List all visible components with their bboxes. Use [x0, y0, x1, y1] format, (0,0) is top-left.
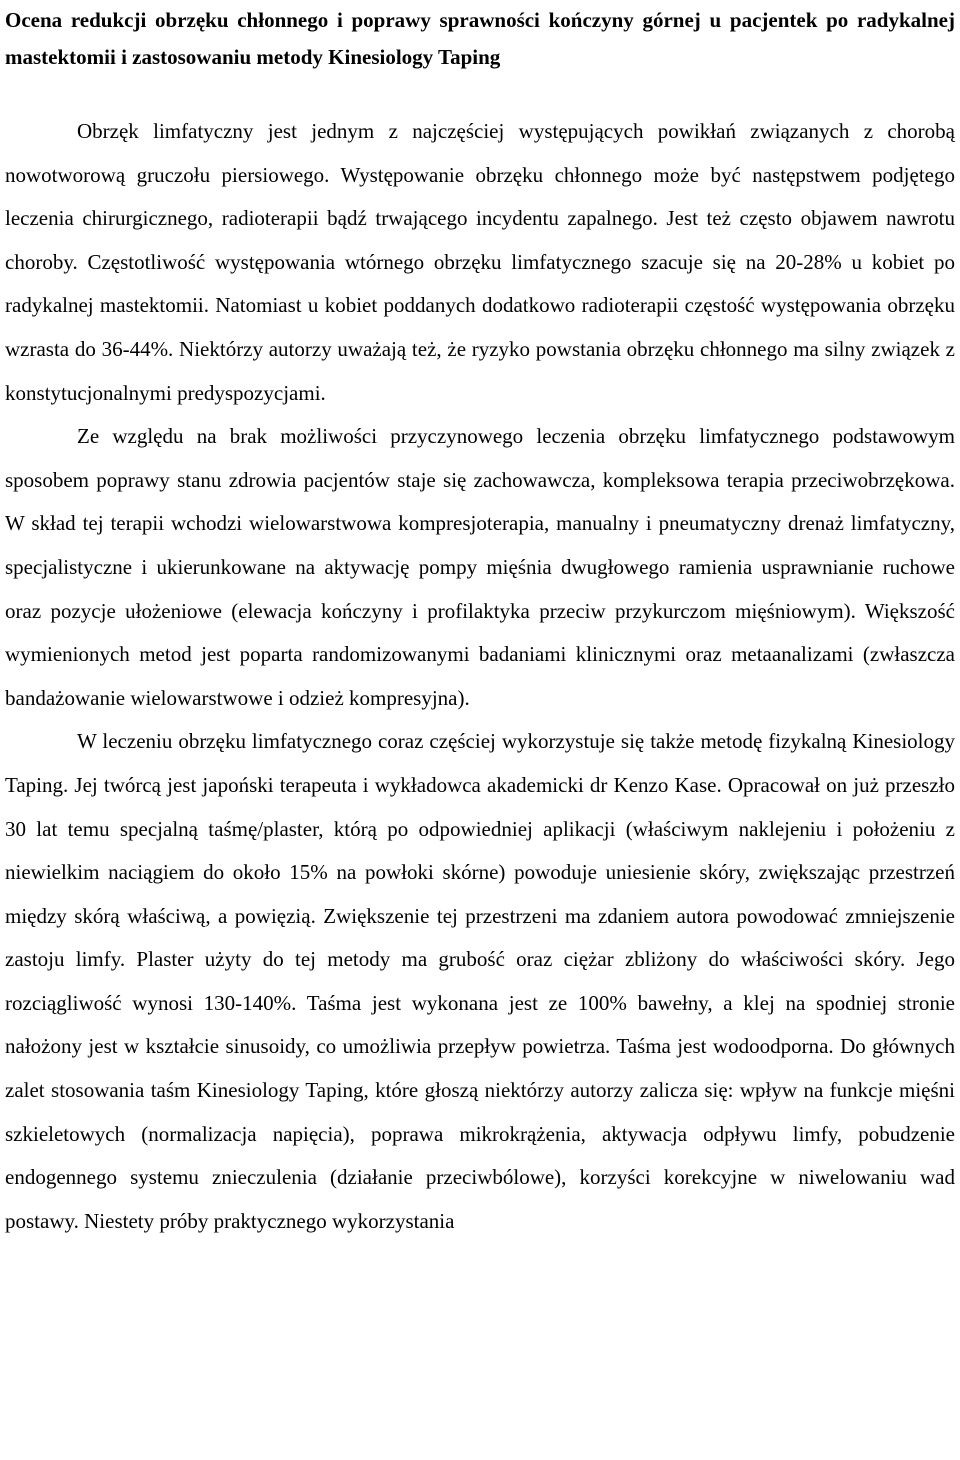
paragraph-kinesiology-taping: W leczeniu obrzęku limfatycznego coraz częściej wykorzystuje się także metodę fizykalną Kinesiology Taping. Jej twórcą jest japoński terapeuta i wykładowca akademicki dr Kenzo Kase. Opracował on już przeszło 30 lat temu specjalną taśmę/plaster, którą po odpowiedniej aplikacji (właściwym naklejeniu i położeniu z niewielkim naciągiem do około 15% na powłoki skórne) powoduje uniesienie skóry, zwiększając przestrzeń między skórą właściwą, a powięzią. Zwiększenie tej przestrzeni ma zdaniem autora powodować zmniejszenie zastoju limfy. Plaster użyty do tej metody ma grubość oraz ciężar zbliżony do właściwości skóry. Jego rozciągliwość wynosi 130-140%. Taśma jest wykonana jest ze 100% bawełny, a klej na spodniej stronie nałożony jest w kształcie sinusoidy, co umożliwia przepływ powietrza. Taśma jest wodoodporna. Do głównych zalet stosowania taśm Kinesiology Taping, które głoszą niektórzy autorzy zalicza się: wpływ na funkcje mięśni szkieletowych (normalizacja napięcia), poprawa mikrokrążenia, aktywacja odpływu limfy, pobudzenie endogennego systemu znieczulenia (działanie przeciwbólowe), korzyści korekcyjne w niwelowaniu wad postawy. Niestety próby praktycznego wykorzystania	[5, 729, 955, 1233]
document-title: Ocena redukcji obrzęku chłonnego i poprawy sprawności kończyny górnej u pacjentek po radykalnej mastektomii i zastosowaniu metody Kinesiology Taping	[5, 8, 955, 69]
paragraph-treatment-methods: Ze względu na brak możliwości przyczynowego leczenia obrzęku limfatycznego podstawowym sposobem poprawy stanu zdrowia pacjentów staje się zachowawcza, kompleksowa terapia przeciwobrzękowa. W skład tej terapii wchodzi wielowarstwowa kompresjoterapia, manualny i pneumatyczny drenaż limfatyczny, specjalistyczne i ukierunkowane na aktywację pompy mięśnia dwugłowego ramienia usprawnianie ruchowe oraz pozycje ułożeniowe (elewacja kończyny i profilaktyka przeciw przykurczom mięśniowym). Większość wymienionych metod jest poparta randomizowanymi badaniami klinicznymi oraz metaanalizami (zwłaszcza bandażowanie wielowarstwowe i odzież kompresyjna).	[5, 424, 955, 710]
paragraph-lymphedema-intro: Obrzęk limfatyczny jest jednym z najczęściej występujących powikłań związanych z chorobą nowotworową gruczołu piersiowego. Występowanie obrzęku chłonnego może być następstwem podjętego leczenia chirurgicznego, radioterapii bądź trwającego incydentu zapalnego. Jest też często objawem nawrotu choroby. Częstotliwość występowania wtórnego obrzęku limfatycznego szacuje się na 20-28% u kobiet po radykalnej mastektomii. Natomiast u kobiet poddanych dodatkowo radioterapii częstość występowania obrzęku wzrasta do 36-44%. Niektórzy autorzy uważają też, że ryzyko powstania obrzęku chłonnego ma silny związek z konstytucjonalnymi predyspozycjami.	[5, 119, 955, 405]
document-body	[5, 110, 955, 1243]
